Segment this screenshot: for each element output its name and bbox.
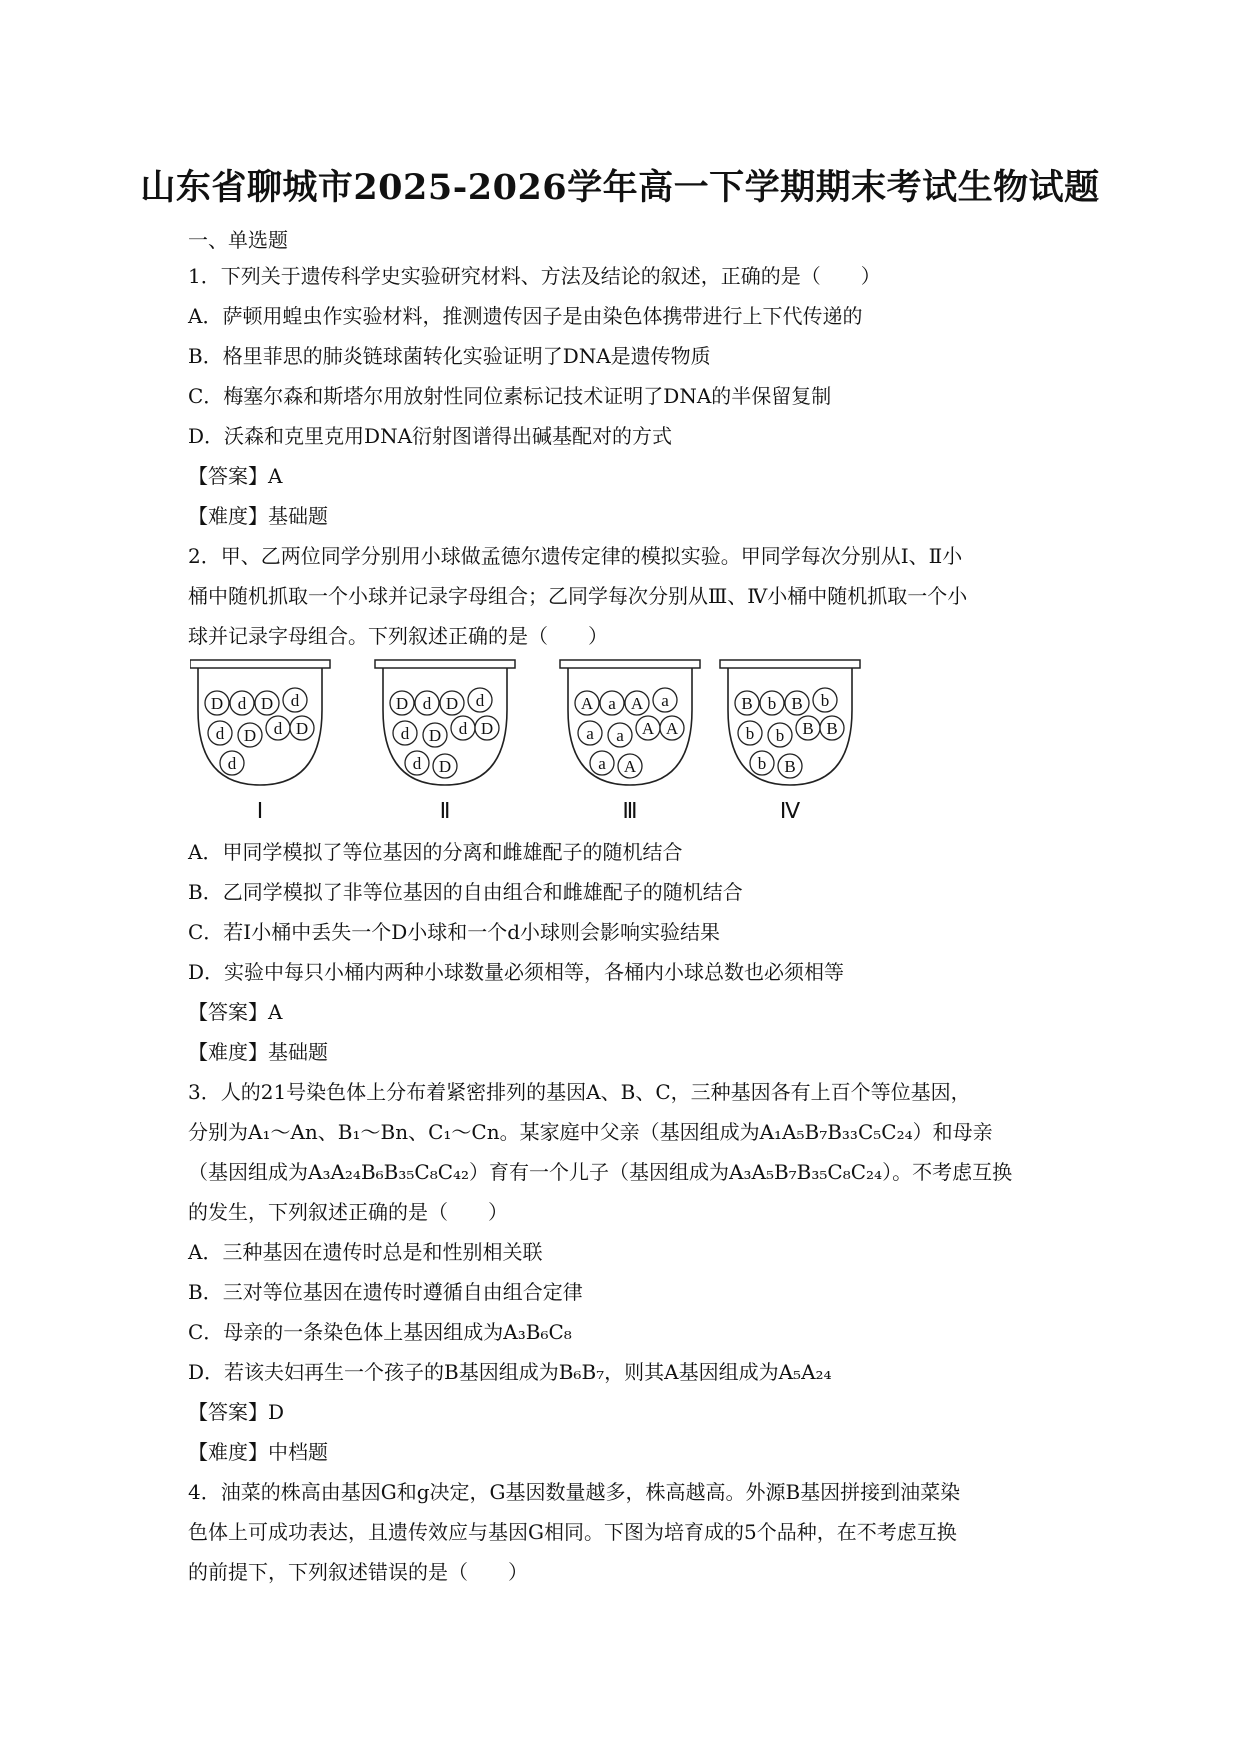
q3-option-b: B．三对等位基因在遗传时遵循自由组合定律 — [188, 1280, 583, 1304]
ball-label: B — [791, 694, 803, 713]
ball-label: D — [260, 694, 274, 713]
ball-label: b — [757, 754, 767, 773]
q2-answer: 【答案】A — [188, 1000, 283, 1024]
q1-option-c: C．梅塞尔森和斯塔尔用放射性同位素标记技术证明了DNA的半保留复制 — [188, 384, 832, 408]
q4-stem-line-2: 色体上可成功表达，且遗传效应与基因G相同。下图为培育成的5个品种，在不考虑互换 — [188, 1520, 957, 1544]
ball-label: b — [767, 694, 777, 713]
q1-stem: 1．下列关于遗传科学史实验研究材料、方法及结论的叙述，正确的是（ ） — [188, 264, 881, 288]
bucket-2 — [375, 660, 515, 823]
ball-label: d — [412, 754, 422, 773]
bucket-label: Ⅳ — [779, 798, 801, 823]
bucket-4 — [720, 660, 860, 823]
ball-label: A — [623, 757, 637, 776]
ball-label: B — [784, 757, 796, 776]
ball-label: d — [475, 691, 485, 710]
q3-option-a: A．三种基因在遗传时总是和性别相关联 — [188, 1240, 543, 1264]
ball-label: d — [237, 694, 247, 713]
bucket-label: Ⅲ — [622, 798, 638, 823]
ball-label: B — [826, 719, 838, 738]
ball-label: a — [661, 691, 669, 710]
q2-difficulty: 【难度】基础题 — [188, 1040, 328, 1064]
ball-label: d — [273, 719, 283, 738]
q2-stem-line-3: 球并记录字母组合。下列叙述正确的是（ ） — [188, 624, 608, 648]
q2-stem-line-1: 2．甲、乙两位同学分别用小球做孟德尔遗传定律的模拟实验。甲同学每次分别从Ⅰ、Ⅱ小 — [188, 544, 963, 568]
q2-option-c: C．若Ⅰ小桶中丢失一个D小球和一个d小球则会影响实验结果 — [188, 920, 721, 944]
q3-option-c: C．母亲的一条染色体上基因组成为A₃B₆C₈ — [188, 1320, 572, 1344]
ball-label: b — [775, 726, 785, 745]
q4-stem-line-1: 4．油菜的株高由基因G和g决定，G基因数量越多，株高越高。外源B基因拼接到油菜染 — [188, 1480, 961, 1504]
q1-answer: 【答案】A — [188, 464, 283, 488]
ball-label: a — [616, 726, 624, 745]
q3-stem-line-2: 分别为A₁～An、B₁～Bn、C₁～Cn。某家庭中父亲（基因组成为A₁A₅B₇B₃₃C₅C₂₄）和母亲 — [188, 1120, 993, 1144]
ball-label: B — [802, 719, 814, 738]
ball-label: D — [210, 694, 224, 713]
ball-label: A — [665, 719, 679, 738]
q1-option-b: B．格里菲思的肺炎链球菌转化实验证明了DNA是遗传物质 — [188, 344, 711, 368]
q3-stem-line-4: 的发生，下列叙述正确的是（ ） — [188, 1200, 508, 1224]
bucket-figure — [190, 650, 870, 834]
bucket-1 — [190, 660, 330, 823]
ball-label: a — [598, 754, 606, 773]
q3-difficulty: 【难度】中档题 — [188, 1440, 328, 1464]
bucket-label: Ⅰ — [256, 798, 264, 823]
ball-label: D — [395, 694, 409, 713]
page-title: 山东省聊城市2025-2026学年高一下学期期末考试生物试题 — [140, 167, 1100, 208]
q1-option-d: D．沃森和克里克用DNA衍射图谱得出碱基配对的方式 — [188, 424, 673, 448]
ball-label: D — [480, 719, 494, 738]
q3-option-d: D．若该夫妇再生一个孩子的B基因组成为B₆B₇，则其A基因组成为A₅A₂₄ — [188, 1360, 832, 1384]
ball-label: d — [458, 719, 468, 738]
q3-answer: 【答案】D — [188, 1400, 285, 1424]
ball-label: d — [400, 724, 410, 743]
bucket-label: Ⅱ — [439, 798, 451, 823]
q2-option-d: D．实验中每只小桶内两种小球数量必须相等，各桶内小球总数也必须相等 — [188, 960, 845, 984]
q1-difficulty: 【难度】基础题 — [188, 504, 328, 528]
ball-label: b — [745, 724, 755, 743]
ball-label: A — [630, 694, 644, 713]
q2-option-a: A．甲同学模拟了等位基因的分离和雌雄配子的随机结合 — [188, 840, 683, 864]
ball-label: D — [445, 694, 459, 713]
ball-label: a — [586, 724, 594, 743]
q3-stem-line-3: （基因组成为A₃A₂₄B₆B₃₅C₈C₄₂）育有一个儿子（基因组成为A₃A₅B₇B₃₅C₈C₂₄）。不考虑互换 — [188, 1160, 1013, 1184]
section-heading: 一、单选题 — [188, 228, 288, 252]
ball-label: D — [428, 726, 442, 745]
ball-label: d — [227, 754, 237, 773]
ball-label: D — [295, 719, 309, 738]
bucket-3 — [560, 660, 700, 823]
q4-stem-line-3: 的前提下，下列叙述错误的是（ ） — [188, 1560, 528, 1584]
ball-label: D — [243, 726, 257, 745]
ball-label: b — [820, 691, 830, 710]
ball-label: d — [290, 691, 300, 710]
ball-label: d — [215, 724, 225, 743]
q2-stem-line-2: 桶中随机抓取一个小球并记录字母组合；乙同学每次分别从Ⅲ、Ⅳ小桶中随机抓取一个小 — [188, 584, 968, 608]
ball-label: A — [580, 694, 594, 713]
q3-stem-line-1: 3．人的21号染色体上分布着紧密排列的基因A、B、C，三种基因各有上百个等位基因， — [188, 1080, 971, 1104]
q2-option-b: B．乙同学模拟了非等位基因的自由组合和雌雄配子的随机结合 — [188, 880, 743, 904]
ball-label: A — [641, 719, 655, 738]
ball-label: D — [438, 757, 452, 776]
ball-label: B — [741, 694, 753, 713]
q1-option-a: A．萨顿用蝗虫作实验材料，推测遗传因子是由染色体携带进行上下代传递的 — [188, 304, 863, 328]
ball-label: a — [608, 694, 616, 713]
ball-label: d — [422, 694, 432, 713]
